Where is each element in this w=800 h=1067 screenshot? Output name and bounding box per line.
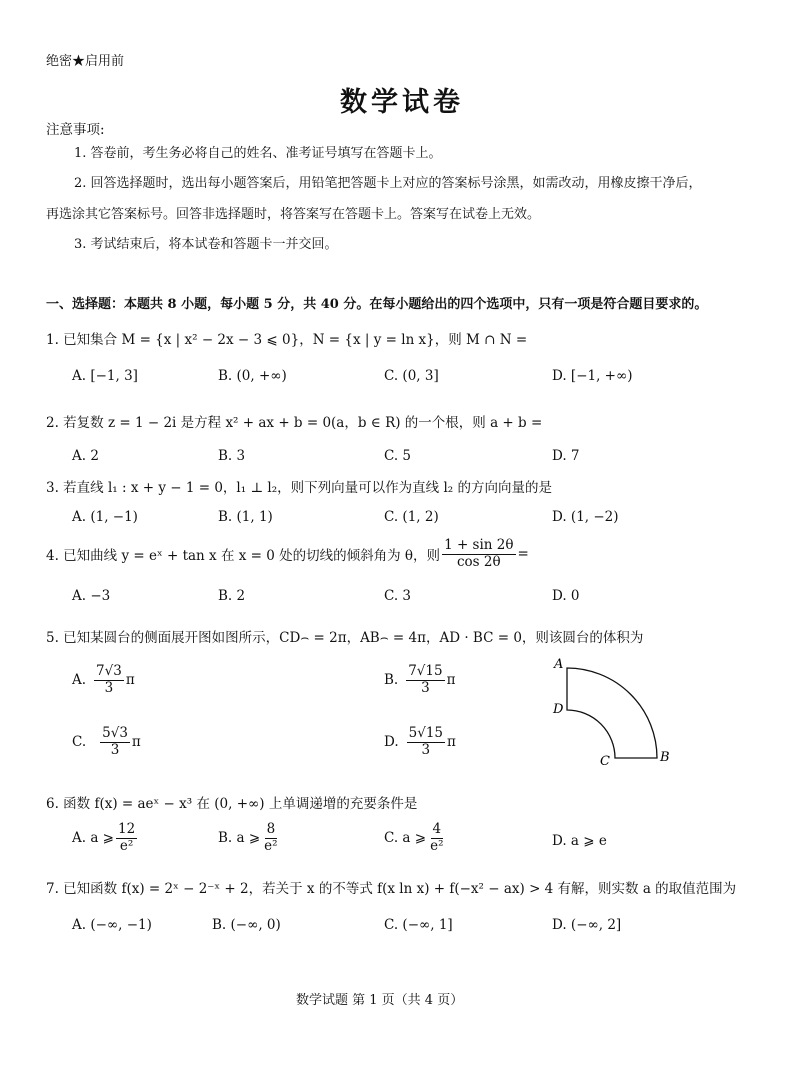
q4-option-c: C. 3 (384, 588, 412, 604)
q6-a-fraction (116, 822, 137, 854)
q5-option-b-fraction (406, 664, 444, 696)
q5-b-numerator: 7√15 (408, 663, 443, 679)
q5-option-d-fraction (407, 726, 445, 758)
q5-d-denominator: 3 (421, 741, 431, 758)
q5-option-c (72, 726, 141, 758)
annular-sector-figure (540, 650, 680, 770)
q6-a-denominator: e² (119, 837, 134, 854)
q2-option-b: B. 3 (218, 448, 246, 464)
figure-label-c: C (600, 754, 610, 769)
notice-item-3: 3. 考试结束后，将本试卷和答题卡一并交回。 (74, 237, 338, 252)
q6-option-d: D. a ⩾ e (552, 833, 607, 849)
q4-fraction-denominator: cos 2θ (456, 553, 501, 570)
q5-d-numerator: 5√15 (408, 725, 444, 741)
q5-c-pi: π (131, 734, 141, 751)
q6-option-c (384, 822, 448, 854)
q7-option-b: B. (−∞, 0) (212, 917, 281, 933)
question-5-stem: 5. 已知某圆台的侧面展开图如图所示，CD⌢ = 2π，AB⌢ = 4π，AD · BC = 0，则该圆台的体积为 (46, 630, 644, 646)
q6-option-c-label: C. a ⩾ (384, 830, 427, 847)
page-footer: 数学试题 第 1 页（共 4 页） (296, 993, 464, 1008)
q4-option-d: D. 0 (552, 588, 580, 604)
q5-option-b-label: B. (384, 672, 399, 689)
q5-option-a-label: A. (72, 672, 87, 689)
q5-option-b (384, 664, 455, 696)
figure-label-d: D (553, 702, 564, 717)
q1-option-a: A. [−1, 3] (72, 368, 138, 384)
question-1-stem: 1. 已知集合 M = {x | x² − 2x − 3 ⩽ 0}，N = {x | y = ln x}，则 M ∩ N = (46, 332, 528, 348)
confidential-mark: 绝密★启用前 (46, 54, 125, 69)
q3-option-c: C. (1, 2) (384, 509, 439, 525)
q5-a-pi: π (125, 672, 135, 689)
q4-stem-suffix: = (517, 546, 529, 563)
notice-item-2-cont: 再选涂其它答案标号。回答非选择题时，将答案写在答题卡上。答案写在试卷上无效。 (46, 207, 541, 222)
q5-c-denominator: 3 (110, 741, 120, 758)
q3-option-d: D. (1, −2) (552, 509, 619, 525)
q5-option-c-fraction (100, 726, 130, 758)
page-title: 数学试卷 (340, 87, 464, 118)
q5-d-pi: π (447, 734, 456, 751)
figure-label-a: A (554, 657, 564, 672)
q6-option-b-label: B. a ⩾ (218, 830, 261, 847)
question-3-stem: 3. 若直线 l₁ : x + y − 1 = 0，l₁ ⊥ l₂，则下列向量可以作为直线 l₂ 的方向向量的是 (46, 480, 552, 496)
q6-c-denominator: e² (430, 837, 444, 854)
q4-stem-prefix: 4. 已知曲线 y = eˣ + tan x 在 x = 0 处的切线的倾斜角为 θ，则 (46, 548, 441, 565)
q5-option-a (72, 664, 135, 696)
q5-b-denominator: 3 (421, 679, 430, 696)
q6-b-numerator: 8 (266, 821, 276, 837)
q3-option-b: B. (1, 1) (218, 509, 273, 525)
q5-a-numerator: 7√3 (96, 663, 122, 679)
q2-option-d: D. 7 (552, 448, 580, 464)
notice-item-2: 2. 回答选择题时，选出每小题答案后，用铅笔把答题卡上对应的答案标号涂黑，如需改动，用橡皮擦干净后， (74, 176, 702, 191)
q6-b-denominator: e² (264, 837, 278, 854)
q6-option-a (72, 822, 139, 854)
q2-option-c: C. 5 (384, 448, 412, 464)
q6-option-a-label: A. a ⩾ (72, 830, 114, 847)
q6-option-b (218, 822, 282, 854)
question-4-stem (46, 538, 529, 570)
q5-c-numerator: 5√3 (102, 725, 128, 741)
q1-option-d: D. [−1, +∞) (552, 368, 633, 384)
question-2-stem: 2. 若复数 z = 1 − 2i 是方程 x² + ax + b = 0(a，b ∈ R) 的一个根，则 a + b = (46, 415, 543, 431)
q5-option-c-label: C. (72, 734, 87, 751)
q1-option-b: B. (0, +∞) (218, 368, 287, 384)
notice-item-1: 1. 答卷前，考生务必将自己的姓名、准考证号填写在答题卡上。 (74, 146, 442, 161)
question-7-stem: 7. 已知函数 f(x) = 2ˣ − 2⁻ˣ + 2，若关于 x 的不等式 f(x ln x) + f(−x² − ax) > 4 有解，则实数 a 的取值范围为 (46, 881, 737, 897)
q6-b-fraction (262, 822, 279, 854)
q7-option-c: C. (−∞, 1] (384, 917, 453, 933)
q7-option-a: A. (−∞, −1) (72, 917, 152, 933)
question-6-stem: 6. 函数 f(x) = aeˣ − x³ 在 (0, +∞) 上单调递增的充要条件是 (46, 796, 418, 812)
figure-label-b: B (660, 750, 670, 765)
q1-option-c: C. (0, 3] (384, 368, 439, 384)
q3-option-a: A. (1, −1) (72, 509, 138, 525)
q7-option-d: D. (−∞, 2] (552, 917, 622, 933)
q5-option-a-fraction (94, 664, 124, 696)
q5-b-pi: π (446, 672, 456, 689)
q6-c-fraction (428, 822, 445, 854)
q4-fraction-numerator: 1 + sin 2θ (444, 537, 514, 553)
q4-option-b: B. 2 (218, 588, 246, 604)
q2-option-a: A. 2 (72, 448, 99, 464)
q4-fraction (442, 538, 515, 570)
q5-option-d-label: D. (384, 734, 399, 751)
q4-option-a: A. −3 (72, 588, 111, 604)
section-heading: 一、选择题：本题共 8 小题，每小题 5 分，共 40 分。在每小题给出的四个选项中，只有一项是符合题目要求的。 (46, 297, 708, 312)
q6-c-numerator: 4 (432, 821, 442, 837)
notice-heading: 注意事项: (46, 122, 105, 138)
sector-outline (567, 668, 657, 758)
q6-a-numerator: 12 (117, 821, 136, 837)
q5-a-denominator: 3 (104, 679, 114, 696)
q5-option-d (384, 726, 456, 758)
